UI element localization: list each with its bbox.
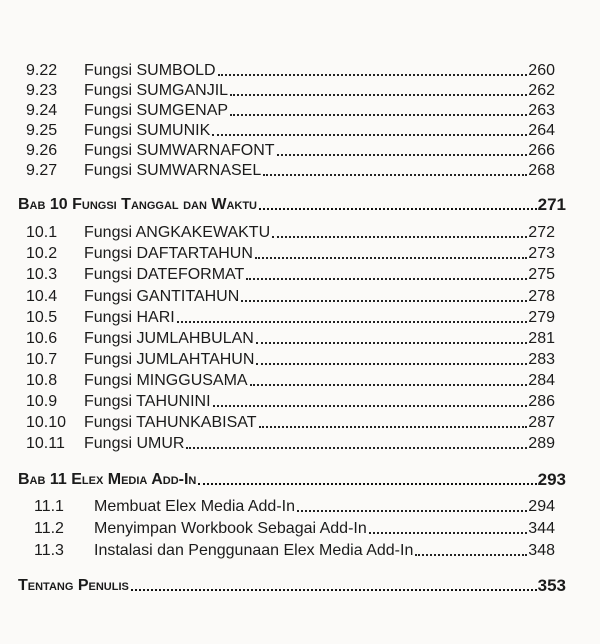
entry-title: Instalasi dan Penggunaan Elex Media Add-In [94, 542, 414, 559]
dot-leader [256, 363, 527, 365]
entry-number: 10.7 [26, 351, 58, 368]
entry-page: 268 [528, 162, 555, 179]
entry-title: Fungsi TAHUNINI [84, 393, 211, 410]
entry-title: Fungsi SUMUNIK [84, 122, 211, 139]
entry-page: 289 [528, 435, 555, 452]
entry-title: Fungsi JUMLAHBULAN [84, 330, 254, 347]
entry-page: 287 [528, 414, 555, 431]
dot-leader [212, 134, 527, 136]
entry-number: 9.27 [26, 162, 58, 179]
entry-page: 294 [528, 498, 555, 515]
dot-leader [277, 154, 528, 156]
toc-entry-10-4[interactable] [26, 284, 555, 306]
entry-number: 11.1 [34, 498, 64, 515]
entry-number: 10.10 [26, 414, 67, 431]
dot-leader [177, 321, 528, 323]
dot-leader [263, 174, 527, 176]
toc-entry-10-8[interactable] [26, 368, 555, 390]
toc-entry-11-3[interactable] [26, 538, 555, 560]
entry-title: Fungsi SUMGENAP [84, 102, 229, 119]
toc-entry-10-6[interactable] [26, 326, 555, 348]
entry-page: 273 [528, 245, 555, 262]
entry-number: 9.24 [26, 102, 58, 119]
entry-page: 266 [528, 142, 555, 159]
toc-entry-10-5[interactable] [26, 305, 555, 327]
entry-title: Fungsi DAFTARTAHUN [84, 245, 253, 262]
toc-entry-9-26[interactable] [26, 138, 555, 160]
dot-leader [259, 208, 537, 210]
toc-entry-11-1[interactable] [26, 494, 555, 516]
entry-number: 10.8 [26, 372, 58, 389]
entry-title: Menyimpan Workbook Sebagai Add-In [94, 520, 367, 537]
entry-page: 262 [528, 82, 555, 99]
entry-title: Membuat Elex Media Add-In [94, 498, 295, 515]
entry-title: Fungsi ANGKAKEWAKTU [84, 224, 271, 241]
dot-leader [255, 257, 527, 259]
entry-title: Fungsi UMUR [84, 435, 185, 452]
toc-entry-10-2[interactable] [26, 241, 555, 263]
dot-leader [230, 114, 527, 116]
entry-title: Fungsi SUMBOLD [84, 62, 216, 79]
chapter-title: Tentang Penulis [18, 577, 129, 594]
entry-title: Fungsi SUMWARNAFONT [84, 142, 275, 159]
entry-page: 284 [528, 372, 555, 389]
entry-number: 10.9 [26, 393, 58, 410]
entry-title: Fungsi SUMGANJIL [84, 82, 229, 99]
dot-leader [256, 342, 527, 344]
chapter-title: Bab 11 Elex Media Add-In [18, 471, 197, 488]
toc-entry-9-25[interactable] [26, 118, 555, 140]
dot-leader [186, 447, 527, 449]
entry-page: 281 [528, 330, 555, 347]
entry-page: 344 [528, 520, 555, 537]
entry-page: 348 [528, 542, 555, 559]
toc-entry-10-11[interactable] [26, 431, 555, 453]
dot-leader [250, 384, 528, 386]
entry-page: 263 [528, 102, 555, 119]
entry-title: Fungsi GANTITAHUN [84, 288, 240, 305]
dot-leader [272, 236, 527, 238]
chapter-title: Bab 10 Fungsi Tanggal dan Waktu [18, 196, 257, 213]
entry-number: 10.4 [26, 288, 58, 305]
entry-number: 10.3 [26, 266, 58, 283]
toc-entry-10-3[interactable] [26, 262, 555, 284]
entry-number: 9.23 [26, 82, 58, 99]
dot-leader [198, 483, 536, 485]
toc-entry-11-2[interactable] [26, 516, 555, 538]
dot-leader [415, 554, 527, 556]
entry-page: 279 [528, 309, 555, 326]
toc-chapter-about-author[interactable] [18, 573, 566, 595]
dot-leader [297, 510, 527, 512]
dot-leader [230, 94, 527, 96]
dot-leader [246, 278, 527, 280]
dot-leader [259, 426, 528, 428]
entry-page: 278 [528, 288, 555, 305]
entry-page: 260 [528, 62, 555, 79]
entry-title: Fungsi MINGGUSAMA [84, 372, 248, 389]
chapter-page: 293 [537, 470, 566, 489]
dot-leader [241, 300, 527, 302]
entry-title: Fungsi HARI [84, 309, 175, 326]
toc-entry-10-1[interactable] [26, 220, 555, 242]
entry-number: 11.3 [34, 542, 64, 559]
entry-title: Fungsi DATEFORMAT [84, 266, 245, 283]
toc-entry-9-24[interactable] [26, 98, 555, 120]
entry-number: 10.2 [26, 245, 58, 262]
entry-number: 9.22 [26, 62, 58, 79]
entry-page: 264 [528, 122, 555, 139]
entry-number: 9.25 [26, 122, 58, 139]
toc-entry-10-10[interactable] [26, 410, 555, 432]
toc-entry-9-23[interactable] [26, 78, 555, 100]
chapter-page: 271 [537, 195, 566, 214]
entry-number: 9.26 [26, 142, 58, 159]
chapter-page: 353 [537, 576, 566, 595]
entry-page: 286 [528, 393, 555, 410]
toc-chapter-10[interactable] [18, 192, 566, 214]
entry-number: 10.6 [26, 330, 58, 347]
entry-number: 10.11 [26, 435, 65, 452]
entry-page: 283 [528, 351, 555, 368]
toc-entry-10-9[interactable] [26, 389, 555, 411]
entry-title: Fungsi TAHUNKABISAT [84, 414, 257, 431]
entry-number: 10.5 [26, 309, 58, 326]
dot-leader [131, 589, 537, 591]
toc-entry-10-7[interactable] [26, 347, 555, 369]
dot-leader [213, 405, 528, 407]
entry-page: 275 [528, 266, 555, 283]
entry-title: Fungsi JUMLAHTAHUN [84, 351, 255, 368]
toc-chapter-11[interactable] [18, 467, 566, 489]
entry-page: 272 [528, 224, 555, 241]
entry-title: Fungsi SUMWARNASEL [84, 162, 262, 179]
entry-number: 10.1 [26, 224, 58, 241]
dot-leader [369, 532, 528, 534]
dot-leader [218, 74, 528, 76]
entry-number: 11.2 [34, 520, 64, 537]
toc-entry-9-27[interactable] [26, 158, 555, 180]
toc-entry-9-22[interactable] [26, 58, 555, 80]
